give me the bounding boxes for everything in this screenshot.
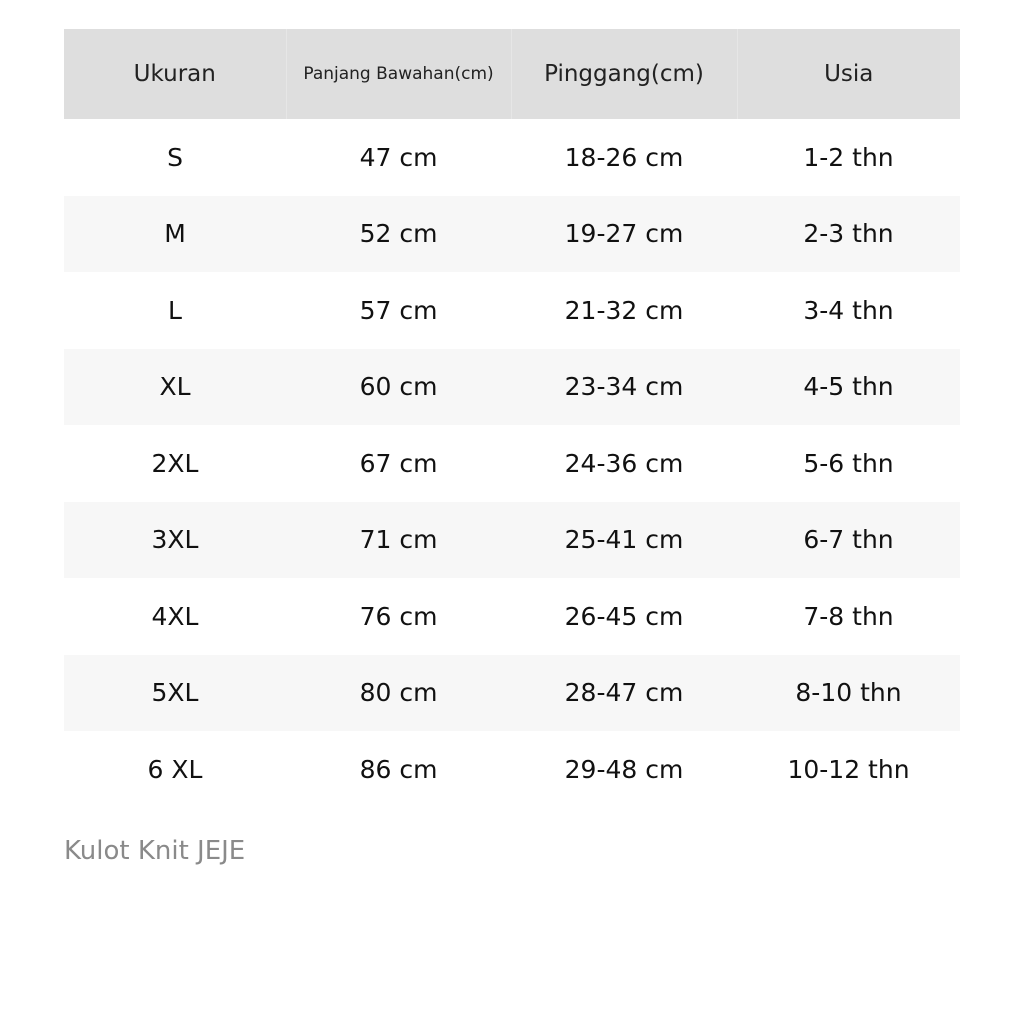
cell-ukuran: L (168, 295, 182, 325)
table-row (64, 349, 960, 426)
cell-panjang: 47 cm (359, 142, 438, 172)
cell-ukuran: 4XL (151, 601, 199, 631)
table-row (64, 119, 960, 196)
cell-panjang: 86 cm (359, 754, 438, 784)
cell-pinggang: 18-26 cm (564, 142, 684, 172)
cell-panjang: 60 cm (286, 349, 511, 426)
cell-ukuran: 6 XL (147, 754, 203, 784)
cell-usia: 2-3 thn (737, 196, 960, 273)
table-row (64, 272, 960, 349)
table-row (64, 731, 960, 808)
cell-pinggang: 29-48 cm (564, 754, 684, 784)
cell-ukuran: 5XL (64, 655, 286, 732)
table-header-row (64, 29, 960, 119)
product-caption: Kulot Knit JEJE (64, 836, 246, 866)
cell-usia: 4-5 thn (737, 349, 960, 426)
cell-pinggang: 24-36 cm (564, 448, 684, 478)
cell-ukuran: XL (64, 349, 286, 426)
cell-panjang: 67 cm (359, 448, 438, 478)
cell-pinggang: 19-27 cm (511, 196, 737, 273)
cell-usia: 8-10 thn (737, 655, 960, 732)
size-chart-table (64, 29, 960, 808)
table-row (64, 502, 960, 579)
table-row (64, 196, 960, 273)
table-row (64, 655, 960, 732)
cell-pinggang: 25-41 cm (511, 502, 737, 579)
cell-usia: 10-12 thn (787, 754, 910, 784)
cell-ukuran: S (167, 142, 183, 172)
cell-panjang: 80 cm (286, 655, 511, 732)
cell-usia: 3-4 thn (803, 295, 894, 325)
cell-usia: 5-6 thn (803, 448, 894, 478)
header-ukuran: Ukuran (64, 29, 286, 119)
cell-pinggang: 26-45 cm (564, 601, 684, 631)
header-usia: Usia (737, 29, 960, 119)
cell-usia: 6-7 thn (737, 502, 960, 579)
cell-ukuran: 2XL (151, 448, 199, 478)
cell-ukuran: M (64, 196, 286, 273)
header-pinggang: Pinggang(cm) (511, 29, 737, 119)
cell-panjang: 76 cm (359, 601, 438, 631)
cell-ukuran: 3XL (64, 502, 286, 579)
cell-panjang: 57 cm (359, 295, 438, 325)
cell-panjang: 52 cm (286, 196, 511, 273)
cell-usia: 1-2 thn (803, 142, 894, 172)
cell-pinggang: 21-32 cm (564, 295, 684, 325)
cell-pinggang: 28-47 cm (511, 655, 737, 732)
cell-usia: 7-8 thn (803, 601, 894, 631)
header-panjang-bawahan: Panjang Bawahan(cm) (286, 29, 511, 119)
table-row (64, 425, 960, 502)
cell-pinggang: 23-34 cm (511, 349, 737, 426)
cell-panjang: 71 cm (286, 502, 511, 579)
table-row (64, 578, 960, 655)
